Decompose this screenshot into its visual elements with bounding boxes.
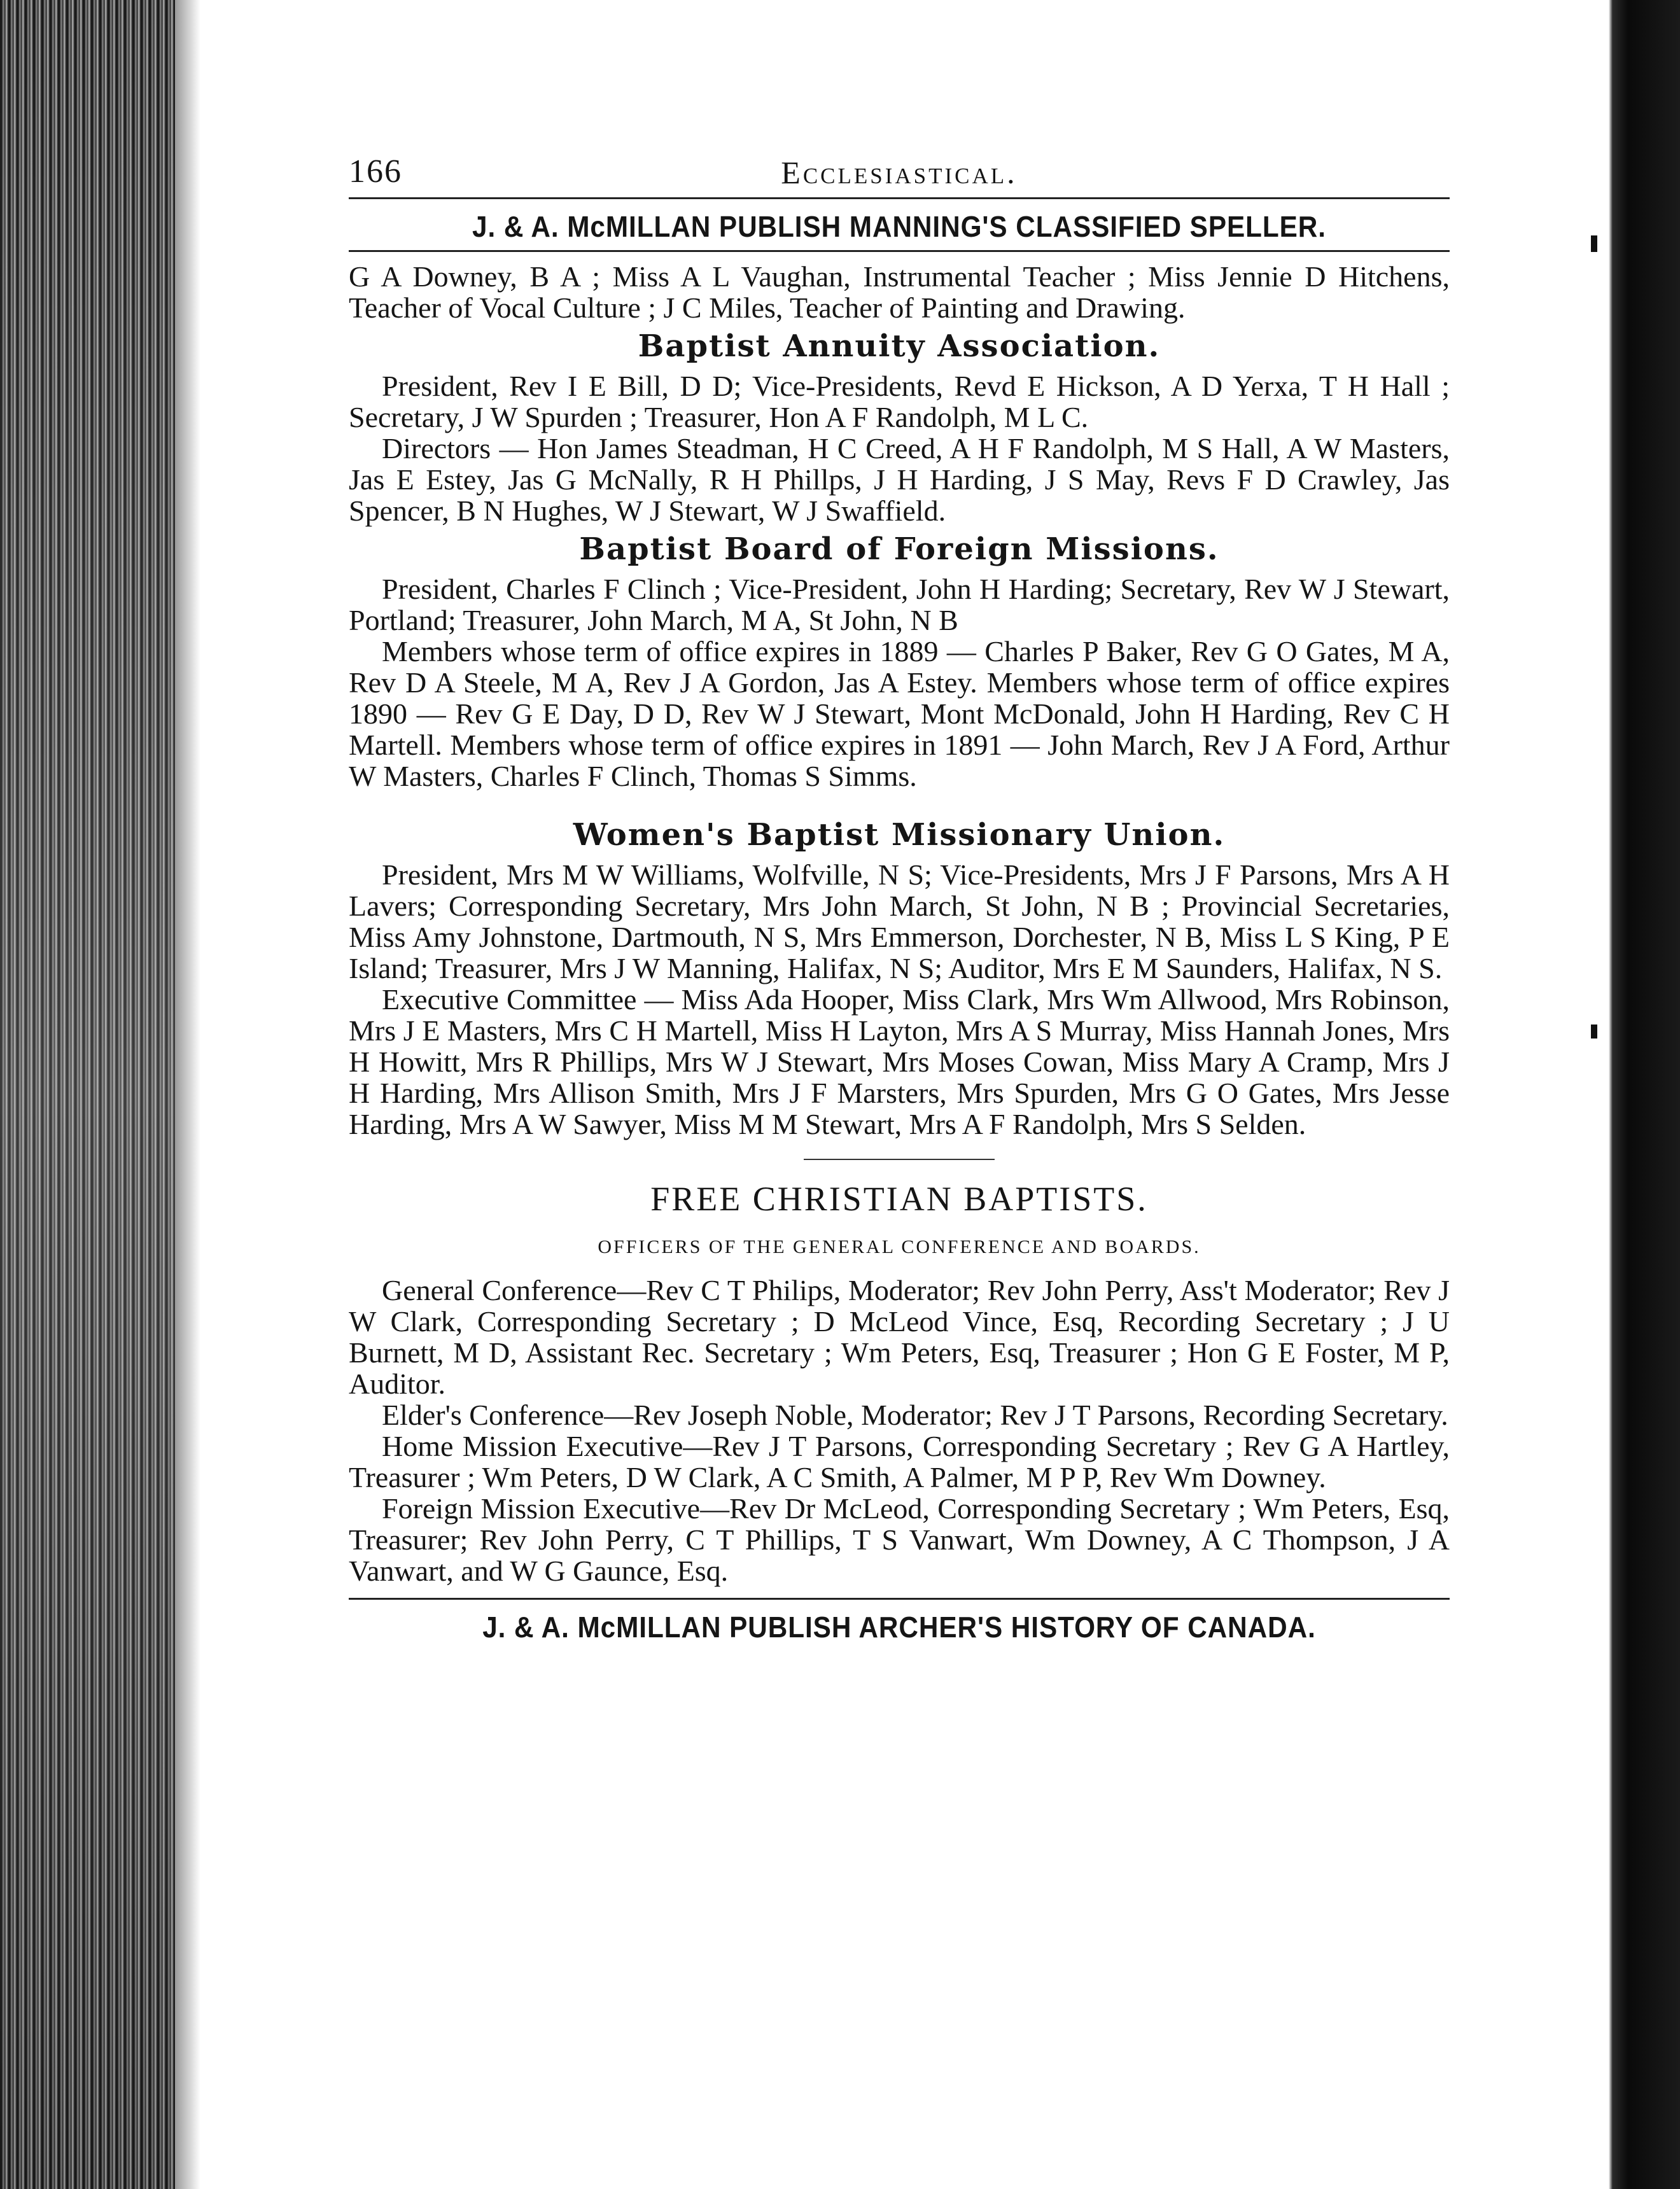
gutter-shadow [175,0,200,2189]
foreign-missions-heading: Baptist Board of Foreign Missions. [579,531,1219,567]
intro-paragraph: G A Downey, B A ; Miss A L Vaughan, Instrumental Teacher ; Miss Jennie D Hitchens, Teacher of Vocal Culture ; J C Miles, Teacher of Painting and Drawing. [349,260,1450,324]
advert-rule [349,250,1450,252]
annuity-directors: Directors — Hon James Steadman, H C Creed, A H F Randolph, M S Hall, A W Masters, Jas E Estey, Jas G McNally, R H Phillps, J H Harding, J S May, Revs F D Crawley, Jas Spencer, B N Hughes, W J Stewart, W J Swaffield. [349,432,1450,527]
top-advert: J. & A. McMILLAN PUBLISH MANNING'S CLASSIFIED SPELLER. [472,210,1326,243]
foreign-missions-members: Members whose term of office expires in 1889 — Charles P Baker, Rev G O Gates, M A, Rev D A Steele, M A, Rev J A Gordon, Jas A Estey. Members whose term of office expires 1890 — Rev G E Day, D D, Rev W J Stewart, Mont McDonald, John H Harding, Rev C H Martell. Members whose term of office expires in 1891 — John March, Rev J A Ford, Arthur W Masters, Charles F Clinch, Thomas S Simms. [349,635,1450,792]
home-mission: Home Mission Executive—Rev J T Parsons, Corresponding Secretary ; Rev G A Hartley, Treasurer ; Wm Peters, D W Clark, A C Smith, A Palmer, M P P, Rev Wm Downey. [349,1430,1450,1493]
section-divider [804,1159,995,1160]
edge-mark [1591,1025,1597,1039]
facing-page-edge [1590,0,1680,2189]
womens-union-committee: Executive Committee — Miss Ada Hooper, Miss Clark, Mrs Wm Allwood, Mrs Robinson, Mrs J E Masters, Mrs C H Martell, Miss H Layton, Mrs A S Murray, Miss Hannah Jones, Mrs H Howitt, Mrs R Phillips, Mrs W J Stewart, Mrs Moses Cowan, Miss Mary A Cramp, Mrs J H Harding, Mrs Allison Smith, Mrs J F Marsters, Mrs Spurden, Mrs G O Gates, Mrs Jesse Harding, Mrs A W Sawyer, Miss M M Stewart, Mrs A F Randolph, Mrs S Selden. [349,983,1450,1140]
foreign-missions-officers: President, Charles F Clinch ; Vice-President, John H Harding; Secretary, Rev W J Stewart, Portland; Treasurer, John March, M A, St John, N B [349,573,1450,636]
womens-union-heading: Women's Baptist Missionary Union. [573,817,1226,853]
foreign-mission: Foreign Mission Executive—Rev Dr McLeod, Corresponding Secretary ; Wm Peters, Esq, Treasurer; Rev John Perry, C T Phillips, T S Vanwart, Wm Downey, A C Thompson, J A Vanwart, and W G Gaunce, Esq. [349,1492,1450,1587]
section-title: Ecclesiastical. [781,155,1018,190]
free-christian-subheading: OFFICERS OF THE GENERAL CONFERENCE AND BOARDS. [598,1236,1201,1257]
general-conference: General Conference—Rev C T Philips, Moderator; Rev John Perry, Ass't Moderator; Rev J W Clark, Corresponding Secretary ; D McLeod Vince, Esq, Recording Secretary ; J U Burnett, M D, Assistant Rec. Secretary ; Wm Peters, Esq, Treasurer ; Hon G E Foster, M P, Auditor. [349,1274,1450,1400]
free-christian-heading: FREE CHRISTIAN BAPTISTS. [650,1180,1148,1218]
book-page-edges [0,0,175,2189]
annuity-heading: Baptist Annuity Association. [638,328,1161,364]
womens-union-officers: President, Mrs M W Williams, Wolfville, N S; Vice-Presidents, Mrs J F Parsons, Mrs A H Lavers; Corresponding Secretary, Mrs John March, St John, N B ; Provincial Secretaries, Miss Amy Johnstone, Dartmouth, N S, Mrs Emmerson, Dorchester, N B, Miss L S King, P E Island; Treasurer, Mrs J W Manning, Halifax, N S; Auditor, Mrs E M Saunders, Halifax, N S. [349,858,1450,984]
elders-conference: Elder's Conference—Rev Joseph Noble, Moderator; Rev J T Parsons, Recording Secretary. [382,1399,1448,1431]
edge-mark [1591,235,1597,252]
bottom-advert: J. & A. McMILLAN PUBLISH ARCHER'S HISTORY OF CANADA. [482,1611,1316,1644]
annuity-officers: President, Rev I E Bill, D D; Vice-Presidents, Revd E Hickson, A D Yerxa, T H Hall ; Secretary, J W Spurden ; Treasurer, Hon A F Randolph, M L C. [349,370,1450,433]
page-content [349,140,1450,1651]
running-head [349,140,1450,197]
page-number: 166 [349,153,402,190]
